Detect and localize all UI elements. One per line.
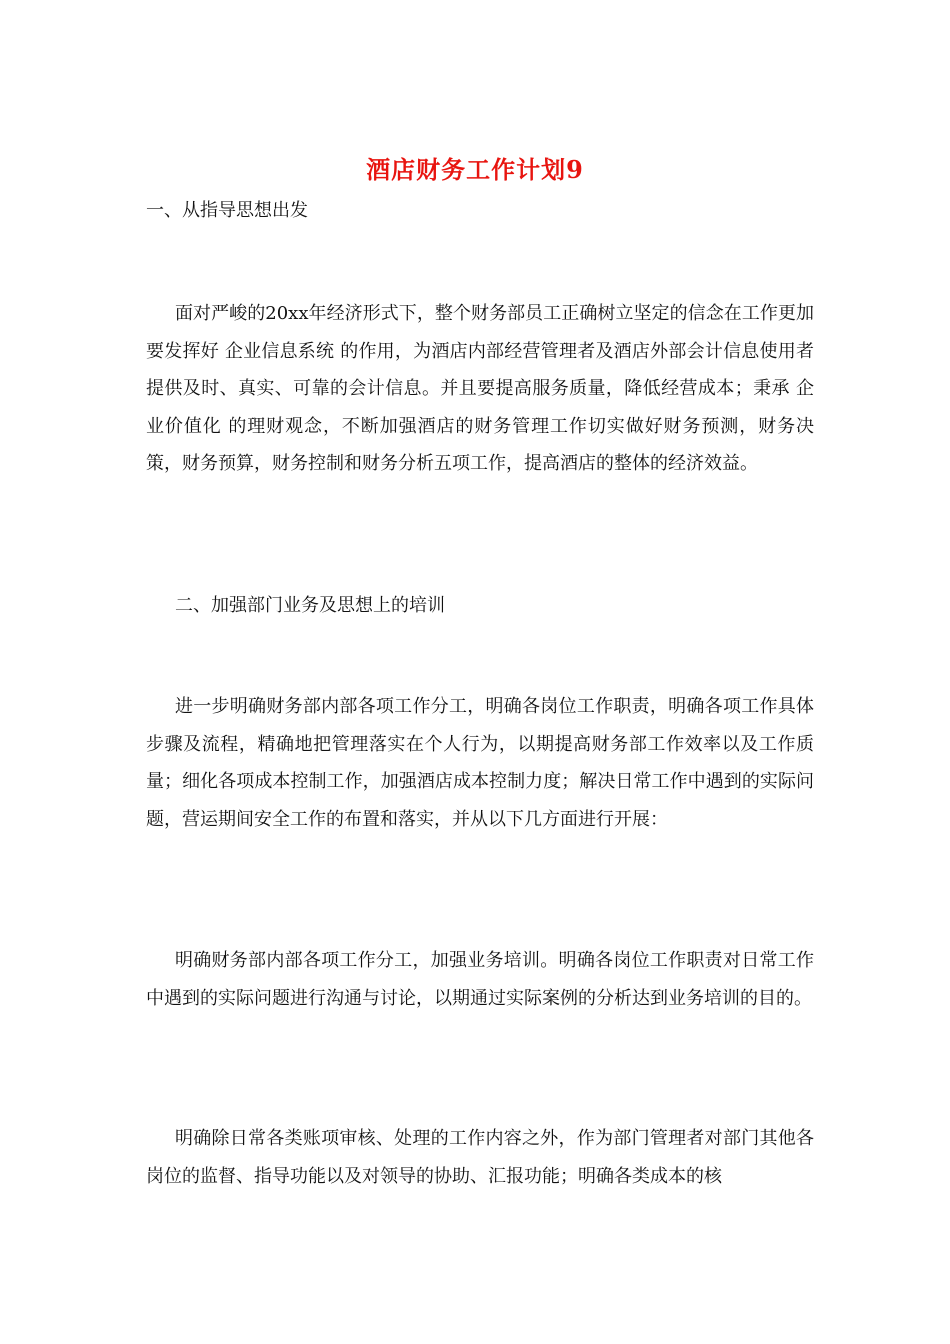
paragraph-2: 进一步明确财务部内部各项工作分工，明确各岗位工作职责，明确各项工作具体步骤及流程，精确地把管理落实在个人行为，以期提高财务部工作效率以及工作质量；细化各项成本控制工作，加强酒店成本控制力度；解决日常工作中遇到的实际问题，营运期间安全工作的布置和落实，并从以下几方面进行开展： bbox=[146, 696, 814, 830]
document-title: 酒店财务工作计划9 bbox=[366, 155, 584, 184]
paragraph-1: 面对严峻的20xx年经济形式下，整个财务部员工正确树立坚定的信念在工作更加要发挥好 企业信息系统 的作用，为酒店内部经营管理者及酒店外部会计信息使用者提供及时、真实、可靠的会计信息。并且要提高服务质量，降低经营成本；秉承 企业价值化 的理财观念，不断加强酒店的财务管理工作切实做好财务预测，财务决策，财务预算，财务控制和财务分析五项工作，提高酒店的整体的经济效益。 bbox=[146, 303, 814, 474]
section-heading-2: 二、加强部门业务及思想上的培训 bbox=[175, 595, 445, 616]
paragraph-3: 明确财务部内部各项工作分工，加强业务培训。明确各岗位工作职责对日常工作中遇到的实际问题进行沟通与讨论，以期通过实际案例的分析达到业务培训的目的。 bbox=[146, 950, 814, 1009]
paragraph-4: 明确除日常各类账项审核、处理的工作内容之外，作为部门管理者对部门其他各岗位的监督、指导功能以及对领导的协助、汇报功能；明确各类成本的核 bbox=[146, 1128, 814, 1187]
section-heading-1: 一、从指导思想出发 bbox=[146, 200, 308, 221]
